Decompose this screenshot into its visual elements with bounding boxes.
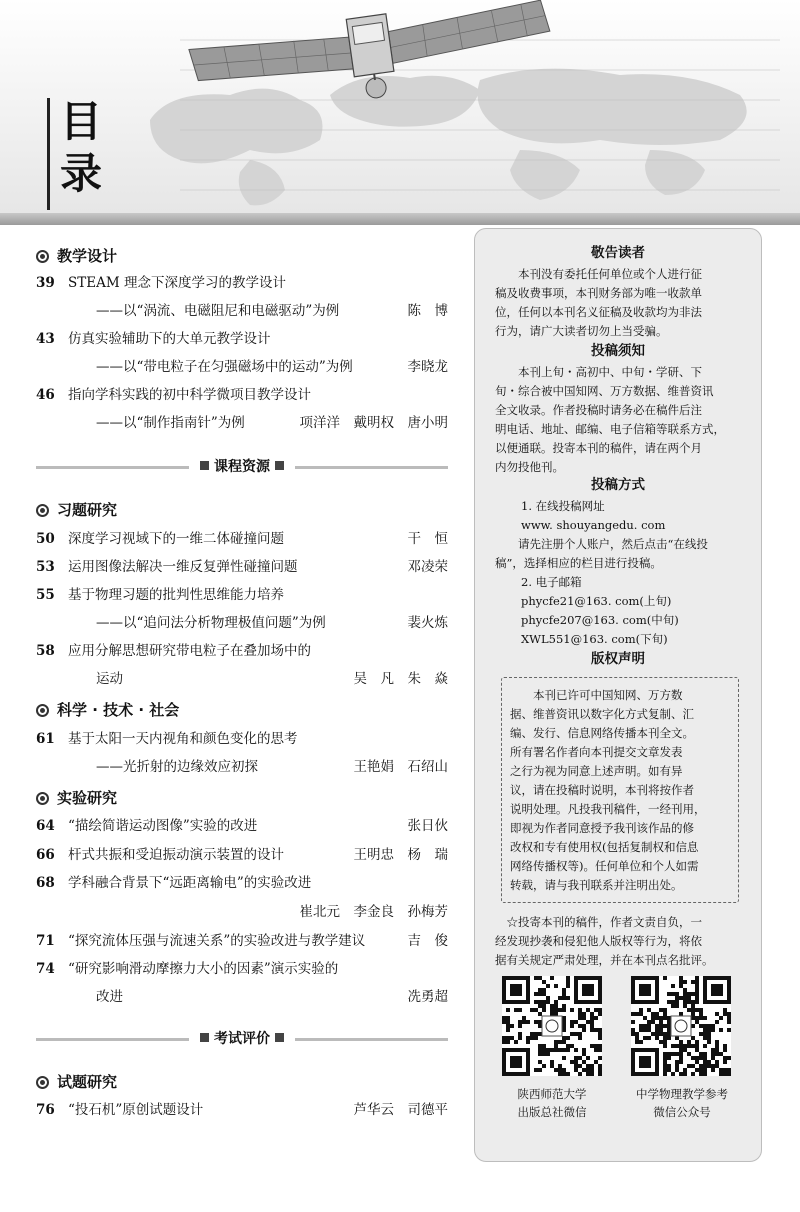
entry-title: 应用分解思想研究带电粒子在叠加场中的 — [68, 643, 311, 659]
square-icon — [200, 1033, 209, 1042]
entry-authors: 陈 博 — [407, 303, 448, 319]
entry-authors: 芦华云 司德平 — [353, 1102, 448, 1118]
entry-title: “探究流体压强与流速关系”的实验改进与教学建议 — [68, 933, 366, 949]
section-heading: 科学 · 技术 · 社会 — [36, 700, 179, 720]
square-icon — [275, 461, 284, 470]
entry-authors: 李晓龙 — [407, 359, 448, 375]
entry-title: 杆式共振和受迫振动演示装置的设计 — [68, 847, 284, 863]
submission-text: 本刊上旬・高初中、中旬・学研、下 旬・综合被中国知网、万方数据、维普资讯 全文收录。作者投稿时请务必在稿件后注 明电话、地址、邮编、电子信箱等联系方式， 以便通联。投寄本刊的稿件，请在两个月 内勿投他刊。 — [495, 365, 725, 474]
category-band — [36, 1030, 448, 1048]
copyright-heading: 版权声明 — [591, 651, 645, 667]
qr-caption: 陕西师范大学 出版总社微信 — [517, 1087, 587, 1119]
submission-heading: 投稿须知 — [591, 343, 645, 359]
entry-authors: 王明忠 杨 瑞 — [353, 847, 448, 863]
page-number: 58 — [36, 643, 55, 659]
qr-code-journal[interactable] — [631, 976, 731, 1076]
entry-authors: 邓凌荣 — [407, 559, 448, 575]
email-link[interactable]: phycfe207@163. com(中旬) — [521, 613, 679, 627]
entry-title: 运用图像法解决一维反复弹性碰撞问题 — [68, 559, 298, 575]
page-number: 61 — [36, 731, 55, 747]
entry-title: 基于物理习题的批判性思维能力培养 — [68, 587, 284, 603]
notice-text: 本刊没有委托任何单位或个人进行征 稿及收费事项，本刊财务部为唯一收款单 位，任何以本刊名义征稿及收款均为非法 行为，请广大读者切勿上当受骗。 — [495, 267, 702, 338]
entry-authors: 崔北元 李金良 孙梅芳 — [299, 904, 448, 920]
page-number: 50 — [36, 531, 55, 547]
entry-title: 深度学习视域下的一维二体碰撞问题 — [68, 531, 284, 547]
page-number: 66 — [36, 847, 55, 863]
entry-title: 指向学科实践的初中科学微项目教学设计 — [68, 387, 311, 403]
online-submission-label: 1. 在线投稿网址 — [521, 499, 605, 513]
copyright-box — [501, 677, 739, 903]
entry-title: 仿真实验辅助下的大单元教学设计 — [68, 331, 271, 347]
page-number: 64 — [36, 818, 55, 834]
page-number: 46 — [36, 387, 55, 403]
info-panel — [474, 228, 762, 1162]
entry-authors: 干 恒 — [407, 531, 448, 547]
entry-title: “描绘简谐运动图像”实验的改进 — [68, 818, 258, 834]
section-heading: 教学设计 — [36, 246, 117, 266]
entry-title-continued: 改进 — [96, 989, 123, 1005]
qr-code-icon — [631, 976, 731, 1076]
page-number: 53 — [36, 559, 55, 575]
entry-subtitle: ——以“追问法分析物理极值问题”为例 — [96, 615, 326, 631]
email-link[interactable]: XWL551@163. com(下旬) — [521, 632, 668, 646]
entry-authors: 王艳娟 石绍山 — [353, 759, 448, 775]
section-heading: 试题研究 — [36, 1072, 117, 1092]
warning-text: ☆投寄本刊的稿件，作者文责自负，一 经发现抄袭和侵犯他人版权等行为，将依 据有关规定严肃处理，并在本刊点名批评。 — [495, 915, 714, 967]
entry-title: 学科融合背景下“远距离输电”的实验改进 — [68, 875, 312, 891]
square-icon — [200, 461, 209, 470]
page-number: 43 — [36, 331, 55, 347]
page-number: 74 — [36, 961, 55, 977]
entry-subtitle: ——以“涡流、电磁阻尼和电磁驱动”为例 — [96, 303, 340, 319]
section-heading: 实验研究 — [36, 788, 117, 808]
submission-website-link[interactable]: www. shouyangedu. com — [521, 518, 666, 532]
email-link[interactable]: phycfe21@163. com(上旬) — [521, 594, 672, 608]
section-bullet-icon — [36, 504, 49, 517]
section-bullet-icon — [36, 250, 49, 263]
page-number: 76 — [36, 1102, 55, 1118]
qr-caption: 中学物理教学参考 微信公众号 — [636, 1087, 728, 1119]
section-heading: 习题研究 — [36, 500, 117, 520]
page-number: 55 — [36, 587, 55, 603]
online-submission-note: 请先注册个人账户，然后点击“在线投 稿”，选择相应的栏目进行投稿。 — [495, 537, 708, 570]
page-number: 68 — [36, 875, 55, 891]
square-icon — [275, 1033, 284, 1042]
qr-code-icon — [502, 976, 602, 1076]
title-char: 录 — [60, 149, 103, 198]
email-label: 2. 电子邮箱 — [521, 575, 582, 589]
entry-authors: 裴火炼 — [407, 615, 448, 631]
entry-authors: 吉 俊 — [407, 933, 448, 949]
qr-code-publisher[interactable] — [502, 976, 602, 1076]
entry-subtitle: ——以“制作指南针”为例 — [96, 415, 245, 431]
entry-authors: 吴 凡 朱 焱 — [353, 671, 448, 687]
page-number: 71 — [36, 933, 55, 949]
title-char: 目 — [60, 97, 103, 146]
entry-authors: 冼勇超 — [407, 989, 448, 1005]
methods-heading: 投稿方式 — [591, 477, 645, 493]
entry-title: “研究影响滑动摩擦力大小的因素”演示实验的 — [68, 961, 339, 977]
band-label: 考试评价 — [189, 1029, 295, 1049]
entry-title: STEAM 理念下深度学习的教学设计 — [68, 275, 286, 291]
entry-title: 基于太阳一天内视角和颜色变化的思考 — [68, 731, 298, 747]
section-bullet-icon — [36, 792, 49, 805]
copyright-text: 本刊已许可中国知网、万方数 据、维普资讯以数字化方式复制、汇 编、发行、信息网络传播本刊全文。 所有署名作者向本刊提交文章发表 之行为视为同意上述声明。如有异 议，请在投稿时说明，本刊将按作者 说明处理。凡投我刊稿件，一经刊用， 即视为作者同意授予我刊该作品的修 改权和专有使用权(包括复制权和信息 网络传播权等)。任何单位和个人如需 转载，请与我刊联系并注明出处。 — [510, 688, 706, 892]
entry-subtitle: ——光折射的边缘效应初探 — [96, 759, 258, 775]
section-bullet-icon — [36, 704, 49, 717]
entry-title: “投石机”原创试题设计 — [68, 1102, 204, 1118]
entry-title-continued: 运动 — [96, 671, 123, 687]
entry-subtitle: ——以“带电粒子在匀强磁场中的运动”为例 — [96, 359, 353, 375]
category-band — [36, 458, 448, 476]
band-label: 课程资源 — [189, 457, 295, 477]
page-number: 39 — [36, 275, 55, 291]
entry-authors: 张日伙 — [407, 818, 448, 834]
entry-authors: 项洋洋 戴明权 唐小明 — [299, 415, 448, 431]
section-bullet-icon — [36, 1076, 49, 1089]
notice-heading: 敬告读者 — [591, 245, 645, 261]
